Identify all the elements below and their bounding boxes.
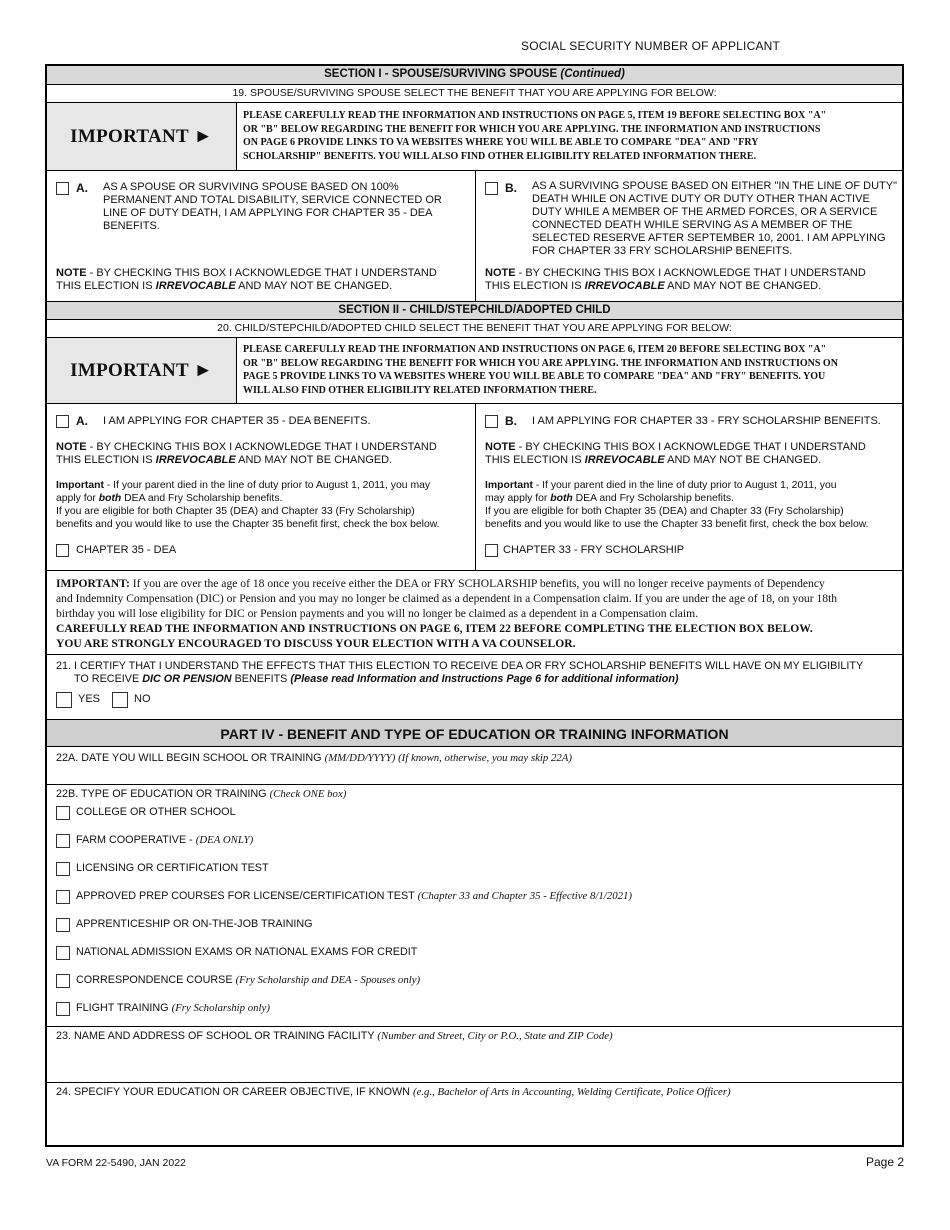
- important-election-block: [47, 570, 902, 654]
- training-exams-label: [76, 946, 417, 958]
- important-election-line-2: and Indemnity Compensation (DIC) or Pension and you may no longer be claimed as a dependent in a Compensation claim. If you are under the age of 18, on your 18th: [56, 592, 838, 605]
- training-flight-label: [76, 1002, 270, 1014]
- q19-label: 19. SPOUSE/SURVIVING SPOUSE SELECT THE BENEFIT THAT YOU ARE APPLYING FOR BELOW:: [47, 84, 902, 102]
- training-apprenticeship-label: [76, 918, 313, 930]
- child-a-important-bold: Important: [56, 480, 104, 491]
- training-correspondence-text: CORRESPONDENCE COURSE: [76, 974, 236, 986]
- note-line-2: [485, 454, 866, 467]
- training-prep-text: APPROVED PREP COURSES FOR LICENSE/CERTIFICATION TEST: [76, 890, 418, 902]
- q24-label: [56, 1086, 731, 1098]
- q21-line-2: [56, 673, 863, 686]
- section1-option-a: [47, 171, 476, 301]
- option-a-line-2: PERMANENT AND TOTAL DISABILITY, SERVICE CONNECTED OR: [103, 194, 442, 206]
- child-b-important-line-4: benefits and you would like to use the Chapter 33 benefit first, check the box below.: [485, 519, 869, 530]
- training-licensing-text: LICENSING OR CERTIFICATION TEST: [76, 862, 269, 874]
- q22a-hint: (MM/DD/YYYY) (If known, otherwise, you may skip 22A): [324, 752, 572, 764]
- child-b-important-pre: may apply for: [485, 493, 551, 504]
- q22b-label-text: 22B. TYPE OF EDUCATION OR TRAINING: [56, 788, 270, 800]
- training-correspondence-label: [76, 974, 420, 986]
- child-option-b-checkbox[interactable]: [485, 415, 498, 428]
- note-post: AND MAY NOT BE CHANGED.: [664, 280, 822, 292]
- training-farm-text: FARM COOPERATIVE -: [76, 834, 196, 846]
- important-election-line-1: [56, 576, 894, 591]
- option-b-line-3: DUTY WHILE A MEMBER OF THE ARMED FORCES, OR A SERVICE: [532, 206, 878, 218]
- important-election-line-3: birthday you will lose eligibility for DIC or Pension payments and you will no longer be claimed as a dependent in a Compensation claim.: [56, 607, 699, 620]
- important-row-2: [47, 337, 902, 403]
- q21-text: [56, 660, 863, 686]
- important-1-line-2: OR "B" BELOW REGARDING THE BENEFIT FOR WHICH YOU ARE APPLYING. THE INFORMATION AND INSTRUCTIONS: [243, 123, 821, 135]
- q22a-label: [56, 752, 572, 764]
- important-election-line-4: CAREFULLY READ THE INFORMATION AND INSTRUCTIONS ON PAGE 6, ITEM 22 BEFORE COMPLETING THE ELECTION BOX BELOW.: [56, 622, 813, 635]
- note-line-1: [485, 441, 866, 454]
- note-text-1: - BY CHECKING THIS BOX I ACKNOWLEDGE THAT I UNDERSTAND: [515, 267, 866, 279]
- note-post: AND MAY NOT BE CHANGED.: [235, 454, 393, 466]
- note-line-2: [485, 280, 866, 293]
- part4-title: PART IV - BENEFIT AND TYPE OF EDUCATION OR TRAINING INFORMATION: [47, 719, 902, 747]
- important-election-line-5: YOU ARE STRONGLY ENCOURAGED TO DISCUSS YOUR ELECTION WITH A VA COUNSELOR.: [56, 637, 576, 650]
- important-1-line-4: SCHOLARSHIP" BENEFITS. YOU WILL ALSO FIND OTHER ELIGIBILITY RELATED INFORMATION THERE.: [243, 150, 757, 162]
- chapter33-fry-checkbox[interactable]: [485, 544, 498, 557]
- q21-row: [47, 654, 902, 719]
- child-b-important-post: DEA and Fry Scholarship benefits.: [572, 493, 734, 504]
- important-box-1: [47, 103, 237, 170]
- section2-options: [47, 403, 902, 570]
- important-2-line-3: PAGE 5 PROVIDE LINKS TO VA WEBSITES WHERE YOU WILL BE ABLE TO COMPARE "DEA" AND "FRY" BENEFITS. YOU: [243, 371, 826, 382]
- child-b-important-line-3: If you are eligible for both Chapter 35 (DEA) and Chapter 33 (Fry Scholarship): [485, 506, 844, 517]
- q22b-label: [56, 788, 346, 800]
- option-b-line-4: CONNECTED DEATH WHILE SERVING AS A MEMBER OF THE: [532, 219, 853, 231]
- q24-label-text: 24. SPECIFY YOUR EDUCATION OR CAREER OBJECTIVE, IF KNOWN: [56, 1086, 413, 1098]
- child-option-b-letter: B.: [505, 414, 517, 428]
- note-post: AND MAY NOT BE CHANGED.: [235, 280, 393, 292]
- child-b-important: [485, 479, 869, 531]
- training-farm-hint: (DEA ONLY): [195, 834, 254, 846]
- training-apprenticeship-checkbox[interactable]: [56, 918, 70, 932]
- training-correspondence-checkbox[interactable]: [56, 974, 70, 988]
- option-a-line-4: BENEFITS.: [103, 220, 160, 232]
- child-a-important-text-1: - If your parent died in the line of duty prior to August 1, 2011, you may: [103, 480, 431, 491]
- important-election-text: [56, 576, 894, 651]
- training-college-label: [76, 806, 236, 818]
- chapter33-fry-label: CHAPTER 33 - FRY SCHOLARSHIP: [503, 544, 685, 556]
- training-prep-label: [76, 890, 632, 902]
- q21-mid: BENEFITS: [231, 673, 291, 685]
- option-b-checkbox[interactable]: [485, 182, 498, 195]
- child-option-b-text: I AM APPLYING FOR CHAPTER 33 - FRY SCHOLARSHIP BENEFITS.: [532, 415, 881, 427]
- option-b-note: [485, 267, 866, 293]
- chapter35-dea-checkbox[interactable]: [56, 544, 69, 557]
- option-a-checkbox[interactable]: [56, 182, 69, 195]
- important-box-2: [47, 338, 237, 403]
- option-a-letter: A.: [76, 181, 88, 195]
- q24-hint: (e.g., Bachelor of Arts in Accounting, Welding Certificate, Police Officer): [412, 1086, 731, 1098]
- important-1-line-1: PLEASE CAREFULLY READ THE INFORMATION AND INSTRUCTIONS ON PAGE 5, ITEM 19 BEFORE SELECTING BOX "A": [243, 110, 827, 121]
- note-irrevocable: IRREVOCABLE: [155, 454, 236, 466]
- option-a-line-3: LINE OF DUTY DEATH, I AM APPLYING FOR CHAPTER 35 - DEA: [103, 207, 433, 219]
- q23-label: [56, 1030, 613, 1042]
- training-college-checkbox[interactable]: [56, 806, 70, 820]
- child-b-important-both: both: [550, 493, 573, 504]
- child-b-important-bold: Important: [485, 480, 533, 491]
- important-2-line-4: WILL ALSO FIND OTHER ELIGIBILITY RELATED INFORMATION THERE.: [243, 384, 597, 396]
- note-pre: THIS ELECTION IS: [56, 454, 156, 466]
- note-bold: NOTE: [56, 441, 87, 453]
- training-exams-text: NATIONAL ADMISSION EXAMS OR NATIONAL EXAMS FOR CREDIT: [76, 946, 418, 958]
- training-licensing-label: [76, 862, 269, 874]
- option-b-line-2: DEATH WHILE ON ACTIVE DUTY OR DUTY OTHER THAN ACTIVE: [532, 193, 870, 205]
- option-a-line-1: AS A SPOUSE OR SURVIVING SPOUSE BASED ON 100%: [103, 181, 399, 193]
- ssn-label: SOCIAL SECURITY NUMBER OF APPLICANT: [521, 39, 781, 53]
- child-a-important-line-3: If you are eligible for both Chapter 35 (DEA) and Chapter 33 (Fry Scholarship): [56, 506, 415, 517]
- form-id: VA FORM 22-5490, JAN 2022: [46, 1157, 186, 1169]
- note-irrevocable: IRREVOCABLE: [584, 280, 665, 292]
- section2-option-b: [476, 404, 902, 570]
- page-number: Page 2: [866, 1155, 905, 1169]
- training-prep-hint: (Chapter 33 and Chapter 35 - Effective 8/1/2021): [417, 890, 632, 902]
- option-a-text: [103, 181, 442, 233]
- q21-no-label: NO: [134, 693, 151, 705]
- note-line-1: [56, 441, 437, 454]
- note-text-1: - BY CHECKING THIS BOX I ACKNOWLEDGE THAT I UNDERSTAND: [86, 441, 437, 453]
- important-election-label: IMPORTANT:: [56, 577, 130, 590]
- note-line-2: [56, 454, 437, 467]
- child-b-important-text-1: - If your parent died in the line of duty prior to August 1, 2011, you: [532, 480, 837, 491]
- section2-title: SECTION II - CHILD/STEPCHILD/ADOPTED CHILD: [47, 301, 902, 319]
- child-b-important-line-2: [485, 492, 869, 505]
- child-a-important-post: DEA and Fry Scholarship benefits.: [121, 493, 283, 504]
- q21-yes-checkbox[interactable]: [56, 692, 72, 708]
- q20-label: 20. CHILD/STEPCHILD/ADOPTED CHILD SELECT THE BENEFIT THAT YOU ARE APPLYING FOR BELOW:: [47, 319, 902, 337]
- training-exams-checkbox[interactable]: [56, 946, 70, 960]
- training-prep-checkbox[interactable]: [56, 890, 70, 904]
- q21-line-1: 21. I CERTIFY THAT I UNDERSTAND THE EFFECTS THAT THIS ELECTION TO RECEIVE DEA OR FRY SCHOLARSHIP BENEFITS WILL HAVE ON MY ELIGIBILITY: [56, 660, 864, 672]
- important-label-1: IMPORTANT ►: [70, 125, 213, 147]
- training-flight-checkbox[interactable]: [56, 1002, 70, 1016]
- child-b-important-line-1: [485, 479, 869, 492]
- note-line-1: [485, 267, 866, 280]
- training-apprenticeship-text: APPRENTICESHIP OR ON-THE-JOB TRAINING: [76, 918, 313, 930]
- child-a-important-line-4: benefits and you would like to use the Chapter 35 benefit first, check the box below.: [56, 519, 440, 530]
- q21-dic-pension: DIC OR PENSION: [142, 673, 232, 685]
- note-pre: THIS ELECTION IS: [56, 280, 156, 292]
- q24-row[interactable]: [47, 1082, 902, 1145]
- q23-label-text: 23. NAME AND ADDRESS OF SCHOOL OR TRAINING FACILITY: [56, 1030, 378, 1042]
- child-a-important-line-1: [56, 479, 440, 492]
- note-irrevocable: IRREVOCABLE: [155, 280, 236, 292]
- q22a-row[interactable]: [47, 747, 902, 784]
- option-a-note: [56, 267, 437, 293]
- training-correspondence-hint: (Fry Scholarship and DEA - Spouses only): [235, 974, 421, 986]
- child-option-a-letter: A.: [76, 414, 88, 428]
- child-a-important: [56, 479, 440, 531]
- training-college-text: COLLEGE OR OTHER SCHOOL: [76, 806, 236, 818]
- note-text-1: - BY CHECKING THIS BOX I ACKNOWLEDGE THAT I UNDERSTAND: [86, 267, 437, 279]
- note-post: AND MAY NOT BE CHANGED.: [664, 454, 822, 466]
- note-pre: THIS ELECTION IS: [485, 454, 585, 466]
- section1-title-main: SECTION I - SPOUSE/SURVIVING SPOUSE: [324, 68, 558, 80]
- q21-yes-label: YES: [78, 693, 101, 705]
- child-a-important-line-2: [56, 492, 440, 505]
- important-1-line-3: ON PAGE 6 PROVIDE LINKS TO VA WEBSITES WHERE YOU WILL BE ABLE TO COMPARE "DEA" AND "FRY: [243, 137, 759, 148]
- child-a-important-both: both: [98, 493, 122, 504]
- child-option-a-note: [56, 441, 437, 467]
- option-b-text: [532, 180, 897, 258]
- note-bold: NOTE: [485, 267, 516, 279]
- q21-instructions: (Please read Information and Instructions Page 6 for additional information): [290, 673, 679, 685]
- option-b-letter: B.: [505, 181, 517, 195]
- important-2-line-1: PLEASE CAREFULLY READ THE INFORMATION AND INSTRUCTIONS ON PAGE 6, ITEM 20 BEFORE SELECTING BOX "A": [243, 344, 827, 355]
- note-bold: NOTE: [56, 267, 87, 279]
- child-option-b-note: [485, 441, 866, 467]
- important-instructions-1: [243, 109, 894, 163]
- option-b-line-1: AS A SURVIVING SPOUSE BASED ON EITHER "IN THE LINE OF DUTY": [532, 180, 897, 192]
- note-bold: NOTE: [485, 441, 516, 453]
- section2-option-a: [47, 404, 476, 570]
- q21-pre: TO RECEIVE: [74, 673, 143, 685]
- section1-title: [47, 66, 902, 84]
- q21-no-checkbox[interactable]: [112, 692, 128, 708]
- form-frame: [45, 64, 904, 1147]
- q22b-row: [47, 784, 902, 1026]
- training-farm-label: [76, 834, 253, 846]
- child-option-a-checkbox[interactable]: [56, 415, 69, 428]
- note-pre: THIS ELECTION IS: [485, 280, 585, 292]
- important-instructions-2: [243, 343, 894, 397]
- child-a-important-pre: apply for: [56, 493, 99, 504]
- option-b-line-5: SELECTED RESERVE AFTER SEPTEMBER 10, 2001. I AM APPLYING: [532, 232, 886, 244]
- important-2-line-2: OR "B" BELOW REGARDING THE BENEFIT FOR WHICH YOU ARE APPLYING. THE INFORMATION AND INSTRUCTIONS ON: [243, 357, 838, 369]
- q23-hint: (Number and Street, City or P.O., State and ZIP Code): [377, 1030, 613, 1042]
- note-text-1: - BY CHECKING THIS BOX I ACKNOWLEDGE THAT I UNDERSTAND: [515, 441, 866, 453]
- option-b-line-6: FOR CHAPTER 33 FRY SCHOLARSHIP BENEFITS.: [532, 245, 793, 257]
- training-flight-text: FLIGHT TRAINING: [76, 1002, 172, 1014]
- section1-option-b: [476, 171, 902, 301]
- training-licensing-checkbox[interactable]: [56, 862, 70, 876]
- note-line-1: [56, 267, 437, 280]
- note-irrevocable: IRREVOCABLE: [584, 454, 665, 466]
- child-option-a-text: I AM APPLYING FOR CHAPTER 35 - DEA BENEFITS.: [103, 415, 371, 427]
- important-label-2: IMPORTANT ►: [70, 359, 213, 381]
- training-flight-hint: (Fry Scholarship only): [171, 1002, 270, 1014]
- q23-row[interactable]: [47, 1026, 902, 1082]
- section1-options: [47, 170, 902, 301]
- note-line-2: [56, 280, 437, 293]
- section1-title-continued: (Continued): [560, 68, 625, 80]
- q22a-label-text: 22A. DATE YOU WILL BEGIN SCHOOL OR TRAINING: [56, 752, 325, 764]
- important-row-1: [47, 102, 902, 170]
- chapter35-dea-label: CHAPTER 35 - DEA: [76, 544, 177, 556]
- q22b-hint: (Check ONE box): [269, 788, 347, 800]
- important-election-text-1: If you are over the age of 18 once you receive either the DEA or FRY SCHOLARSHIP benefits, you will no longer receive payments of Dependency: [129, 577, 825, 590]
- training-farm-checkbox[interactable]: [56, 834, 70, 848]
